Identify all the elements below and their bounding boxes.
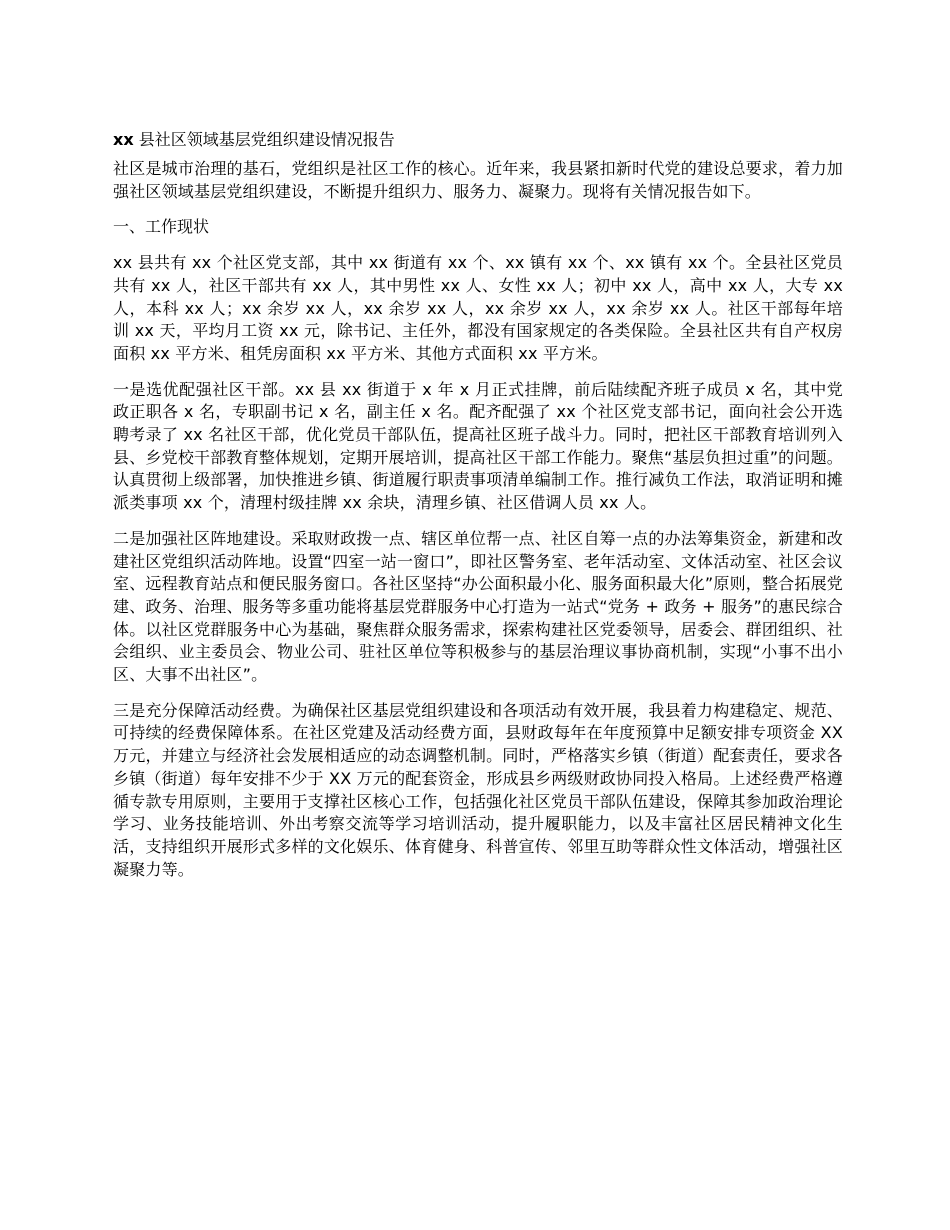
- cadre-paragraph: 一是选优配强社区干部。xx 县 xx 街道于 x 年 x 月正式挂牌，前后陆续配齐班子成员 x 名，其中党政正职各 x 名，专职副书记 x 名，副主任 x 名。配齐配强了 xx 个社区党支部书记，面向社会公开选聘考录了 xx 名社区干部，优化党员干部队伍，提高社区班子战斗力。同时，把社区干部教育培训列入县、乡党校干部教育整体规划，定期开展培训，提高社区干部工作能力。聚焦“基层负担过重”的问题。认真贯彻上级部署，加快推进乡镇、街道履行职责事项清单编制工作。推行减负工作法，取消证明和摊派类事项 xx 个，清理村级挂牌 xx 余块，清理乡镇、社区借调人员 xx 人。: [113, 379, 843, 513]
- status-paragraph: xx 县共有 xx 个社区党支部，其中 xx 街道有 xx 个、xx 镇有 xx 个、xx 镇有 xx 个。全县社区党员共有 xx 人，社区干部共有 xx 人，其中男性 xx 人、女性 xx 人；初中 xx 人，高中 xx 人，大专 xx 人，本科 xx 人；xx 余岁 xx 人，xx 余岁 xx 人，xx 余岁 xx 人，xx 余岁 xx 人。社区干部每年培训 xx 天，平均月工资 xx 元，除书记、主任外，都没有国家规定的各类保险。全县社区共有自产权房面积 xx 平方米、租凭房面积 xx 平方米、其他方式面积 xx 平方米。: [113, 253, 843, 363]
- intro-paragraph: 社区是城市治理的基石，党组织是社区工作的核心。近年来，我县紧扣新时代党的建设总要求，着力加强社区领域基层党组织建设，不断提升组织力、服务力、凝聚力。现将有关情况报告如下。: [113, 159, 843, 201]
- funding-paragraph: 三是充分保障活动经费。为确保社区基层党组织建设和各项活动有效开展，我县着力构建稳定、规范、可持续的经费保障体系。在社区党建及活动经费方面，县财政每年在年度预算中足额安排专项资金 XX 万元，并建立与经济社会发展相适应的动态调整机制。同时，严格落实乡镇（街道）配套责任，要求各乡镇（街道）每年安排不少于 XX 万元的配套资金，形成县乡两级财政协同投入格局。上述经费严格遵循专款专用原则，主要用于支撑社区核心工作，包括强化社区党员干部队伍建设，保障其参加政治理论学习、业务技能培训、外出考察交流等学习培训活动，提升履职能力，以及丰富社区居民精神文化生活，支持组织开展形式多样的文化娱乐、体育健身、科普宣传、邻里互助等群众性文体活动，增强社区凝聚力等。: [113, 700, 843, 879]
- title-text: 县社区领域基层党组织建设情况报告: [133, 130, 395, 149]
- venue-paragraph: 二是加强社区阵地建设。采取财政拨一点、辖区单位帮一点、社区自筹一点的办法筹集资金，新建和改建社区党组织活动阵地。设置“四室一站一窗口”，即社区警务室、老年活动室、文体活动室、社区会议室、远程教育站点和便民服务窗口。各社区坚持“办公面积最小化、服务面积最大化”原则，整合拓展党建、政务、治理、服务等多重功能将基层党群服务中心打造为一站式“党务 + 政务 + 服务”的惠民综合体。以社区党群服务中心为基础，聚焦群众服务需求，探索构建社区党委领导，居委会、群团组织、社会组织、业主委员会、物业公司、驻社区单位等积极参与的基层治理议事协商机制，实现“小事不出小区、大事不出社区”。: [113, 528, 843, 685]
- document-title: [113, 128, 843, 152]
- document-page: [113, 128, 843, 894]
- title-prefix: xx: [113, 130, 134, 149]
- section-heading-current-status: 一、工作现状: [113, 217, 210, 237]
